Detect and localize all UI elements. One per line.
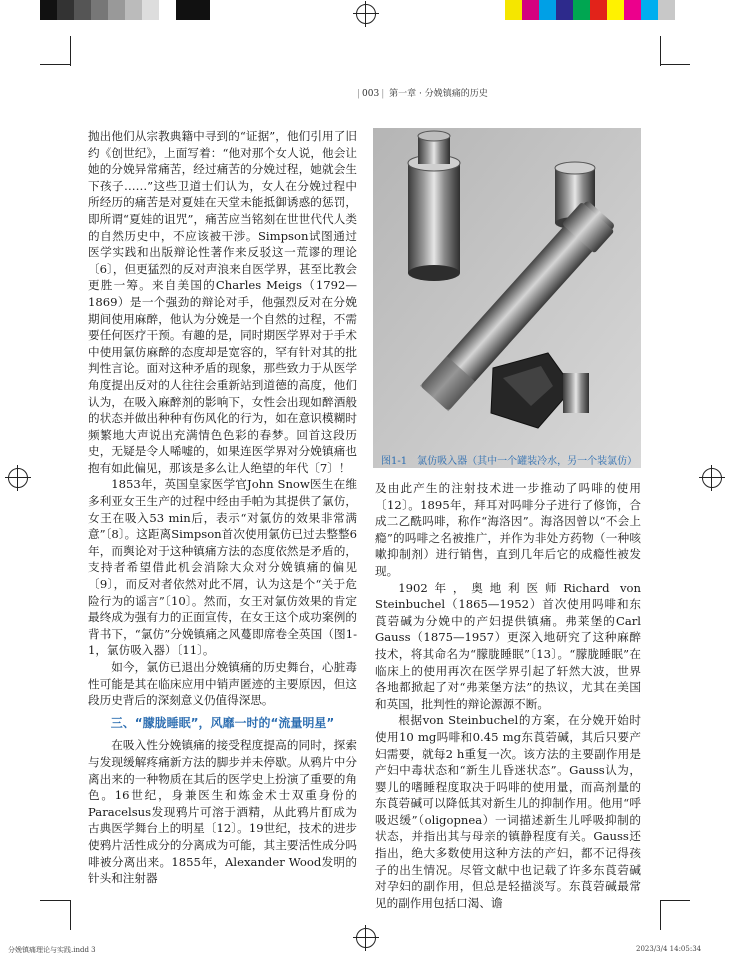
figure-chloroform-inhaler xyxy=(373,128,641,468)
color-swatch xyxy=(142,0,159,20)
color-swatch xyxy=(641,0,658,20)
crop-mark xyxy=(40,900,70,901)
color-swatch xyxy=(522,0,539,20)
color-bar xyxy=(505,0,675,20)
right-column-bottom xyxy=(375,480,641,911)
color-swatch xyxy=(176,0,193,20)
registration-mark xyxy=(8,468,28,488)
running-head xyxy=(355,86,488,99)
crop-mark xyxy=(660,900,690,901)
color-swatch xyxy=(573,0,590,20)
paragraph: 抛出他们从宗教典籍中寻到的“证据”，他们引用了旧约《创世纪》，上面写着：“他对那个女人说，他会让她的分娩异常痛苦，经过痛苦的分娩过程，她就会生下孩子……”这些卫道士们认为，女人在分娩过程中所经历的痛苦是对夏娃在天堂未能抵御诱惑的惩罚，即所谓“夏娃的诅咒”，痛苦应当铭刻在世世代代人类的自然历史中，不应该被干涉。Simpson试图通过医学实践和出版辩论性著作来反驳这一荒谬的理论〔6〕，但更猛烈的反对声浪来自医学界，甚至比教会更胜一筹。来自美国的Charles Meigs（1792—1869）是一个强劲的辩论对手，他强烈反对在分娩期间使用麻醉，他认为分娩是一个自然的过程，不需要任何医疗干预。有趣的是，同时期医学界对于手术中使用氯仿麻醉的态度却是宽容的，罕有针对其的批判性言论。面对这种矛盾的现象，那些致力于从医学角度提出反对的人往往会重新站到道德的高度，他们认为，在吸入麻醉剂的影响下，女性会出现如醉酒般的状态并做出种种有伤风化的行为，如在意识模糊时频繁地大声说出充满情色色彩的春梦。回首这段历史，无疑是令人唏嘘的，如果连医学界对分娩镇痛也抱有如此偏见，那该是多么让人绝望的年代〔7〕！ xyxy=(88,129,357,475)
file-slug: 分娩镇痛理论与实践.indd 3 xyxy=(8,946,96,954)
crop-mark xyxy=(40,64,70,65)
divider: | xyxy=(357,89,361,99)
page-number: 003 xyxy=(362,89,380,99)
color-swatch xyxy=(556,0,573,20)
timestamp-slug: 2023/3/4 14:05:34 xyxy=(636,945,702,953)
left-column-top xyxy=(88,128,357,887)
figure-caption-text: 氯仿吸入器（其中一个罐装冷水，另一个装氯仿） xyxy=(417,456,638,467)
chapter-title: 第一章 · 分娩镇痛的历史 xyxy=(389,89,488,99)
grayscale-bar xyxy=(40,0,210,20)
divider: | xyxy=(381,89,385,99)
color-swatch xyxy=(125,0,142,20)
inhaler-illustration xyxy=(373,128,641,468)
registration-mark xyxy=(702,468,722,488)
color-swatch xyxy=(590,0,607,20)
color-swatch xyxy=(57,0,74,20)
crop-mark xyxy=(660,64,690,65)
paragraph: 根据von Steinbuchel的方案，在分娩开始时使用10 mg吗啡和0.45 mg东莨菪碱，其后只要产妇需要，就每2 h重复一次。该方法的主要副作用是产妇中毒状态和“新生儿昏迷状态”。Gauss认为，婴儿的嗜睡程度取决于吗啡的使用量，而高剂量的东莨菪碱可以降低其对新生儿的抑制作用。他用“呼吸迟缓”（oligopnea）一词描述新生儿呼吸抑制的状态，并指出其与母亲的镇静程度有关。Gauss还指出，绝大多数使用这种方法的产妇，都不记得孩子的出生情况。尽管文献中也记载了许多东莨菪碱对孕妇的副作用，但总是轻描淡写。东莨菪碱最常见的副作用包括口渴、谵 xyxy=(375,713,641,910)
figure-caption xyxy=(381,452,637,467)
color-swatch xyxy=(607,0,624,20)
registration-mark xyxy=(356,928,376,948)
figure-label: 图1-1 xyxy=(381,456,408,467)
crop-mark xyxy=(70,900,71,930)
crop-mark xyxy=(70,36,71,66)
color-swatch xyxy=(193,0,210,20)
color-swatch xyxy=(658,0,675,20)
color-swatch xyxy=(539,0,556,20)
registration-mark xyxy=(356,4,376,24)
paragraph: 及由此产生的注射技术进一步推动了吗啡的使用〔12〕。1895年，拜耳对吗啡分子进行了修饰，合成二乙酰吗啡，称作“海洛因”。海洛因曾以“不会上瘾”的吗啡之名被推广，并作为非处方药物（一种咳嗽抑制剂）进行销售，直到几年后它的成瘾性被发现。 xyxy=(375,481,641,578)
color-swatch xyxy=(624,0,641,20)
paragraph: 1853年，英国皇家医学官John Snow医生在维多利亚女王生产的过程中经由手帕为其提供了氯仿，女王在吸入53 min后，表示“对氯仿的效果非常满意”〔8〕。这距离Simpson首次使用氯仿已过去整整6年，而舆论对于这种镇痛方法的态度依然是矛盾的，支持者希望借此机会消除大众对分娩镇痛的偏见〔9〕，而反对者依然对此不屑，认为这是个“关于危险行为的谣言”〔10〕。然而，女王对氯仿效果的肯定最终成为强有力的正面宣传，在女王这个成功案例的背书下，“氯仿”分娩镇痛之风蔓即席卷全英国（图1-1，氯仿吸入器）〔11〕。 xyxy=(88,477,357,658)
color-swatch xyxy=(74,0,91,20)
color-swatch xyxy=(91,0,108,20)
paragraph: 如今，氯仿已退出分娩镇痛的历史舞台，心脏毒性可能是其在临床应用中销声匿迹的主要原因，但这段历史背后的深刻意义仍值得深思。 xyxy=(88,660,357,708)
paragraph: 在吸入性分娩镇痛的接受程度提高的同时，探索与发现缓解疼痛新方法的脚步并未停歇。从鸦片中分离出来的一种物质在其后的医学史上扮演了重要的角色。16世纪，身兼医生和炼金术士双重身份的Paracelsus发现鸦片可溶于酒精，从此鸦片酊成为古典医学舞台上的明星〔12〕。19世纪，技术的进步使鸦片活性成分的分离成为可能，其主要活性成分吗啡被分离出来。1855年，Alexander Wood发明的针头和注射器 xyxy=(88,738,357,886)
crop-mark xyxy=(660,900,661,930)
color-swatch xyxy=(159,0,176,20)
crop-mark xyxy=(660,36,661,66)
paragraph: 1902年，奥地利医师Richard von Steinbuchel（1865—1952）首次使用吗啡和东莨菪碱为分娩中的产妇提供镇痛。弗莱堡的Carl Gauss（1875—1957）更深入地研究了这种麻醉技术，将其命名为“朦胧睡眠”〔13〕。“朦胧睡眠”在临床上的使用再次在医学界引起了轩然大波，世界各地都掀起了对“弗莱堡方法”的热议，尤其在美国和英国，批判性的辩论源源不断。 xyxy=(375,580,641,711)
color-swatch xyxy=(505,0,522,20)
color-swatch xyxy=(40,0,57,20)
color-swatch xyxy=(108,0,125,20)
section-title: 三、“朦胧睡眠”，风靡一时的“流量明星” xyxy=(110,715,335,730)
